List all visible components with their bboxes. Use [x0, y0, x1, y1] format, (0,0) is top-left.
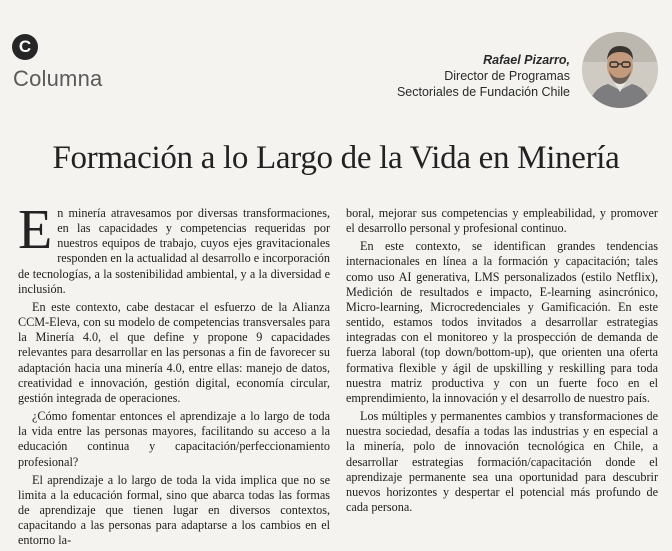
article-headline: Formación a lo Largo de la Vida en Minería	[52, 140, 620, 176]
author-byline	[397, 52, 570, 100]
paragraph: boral, mejorar sus competencias y empleabilidad, y promover el desarrollo personal y profesional continuo.	[346, 206, 658, 236]
paragraph: El aprendizaje a lo largo de toda la vida implica que no se limita a la educación formal, sino que abarca todas las formas de aprendizaje que tienen lugar en diversos contextos, capacitando a las personas para adaptarse a los cambios en el entorno la-	[18, 472, 330, 548]
author-role-line2: Sectoriales de Fundación Chile	[396, 85, 570, 99]
paragraph-text: n minería atravesamos por diversas transformaciones, en las capacidades y competencias requeridas por nuestros equipos de trabajo, cuyos ejes gravitacionales responden en la actualidad al desarrollo e incorporación de tecnologías, a la sostenibilidad ambiental, y a la diversidad e inclusión.	[18, 206, 330, 296]
paragraph: ¿Cómo fomentar entonces el aprendizaje a lo largo de toda la vida entre las personas mayores, facilitando su acceso a la educación continua y capacitación/perfeccionamiento profesional?	[18, 409, 330, 469]
author-name: Rafael Pizarro,	[483, 53, 570, 67]
paragraph	[18, 199, 330, 297]
author-role-line1: Director de Programas	[444, 69, 570, 83]
paragraph: En este contexto, se identifican grandes tendencias internacionales en línea a la formación y capacitación; tales como uso AI generativa, LMS personalizados (estilo Netflix), Medición de resultados e impacto, E-learning asincrónico, Micro-learning, Microcredenciales y Gamificación. En este sentido, estamos todos invitados a desarrollar estrategias integradas con el monitoreo y la prospección de demanda de fuerza laboral (top down/bottom-up), que orienten una oferta formativa flexible y ágil de upskilling y reskilling para toda nuestra matriz productiva y con un fuerte foco en el emprendimiento, la innovación y el desarrollo de nuestro país.	[346, 239, 658, 405]
paragraph: En este contexto, cabe destacar el esfuerzo de la Alianza CCM-Eleva, con su modelo de competencias transversales para la Minería 4.0, el que define y propone 9 capacidades relevantes para desarrollar en las personas a fin de favorecer su adaptación hacia una minería 4.0, entre ellas: manejo de datos, creatividad e innovación, gestión digital, economía circular, gestión integrada de operaciones.	[18, 299, 330, 405]
paragraph: Los múltiples y permanentes cambios y transformaciones de nuestra sociedad, desafía a todas las industrias y en especial a la minería, polo de innovación tecnológica en Chile, a desarrollar estrategias formación/capacitación donde el aprendizaje permanente sea una oportunidad para descubrir nuevos horizontes y despertar el potencial más profundo de cada persona.	[346, 409, 658, 514]
article-column-left	[18, 199, 330, 551]
author-photo	[582, 32, 658, 108]
drop-cap: E	[18, 199, 53, 261]
section-label: Columna	[13, 66, 103, 91]
section-badge: C	[12, 34, 38, 60]
author-portrait-icon	[582, 32, 658, 108]
article-column-right	[346, 206, 658, 518]
